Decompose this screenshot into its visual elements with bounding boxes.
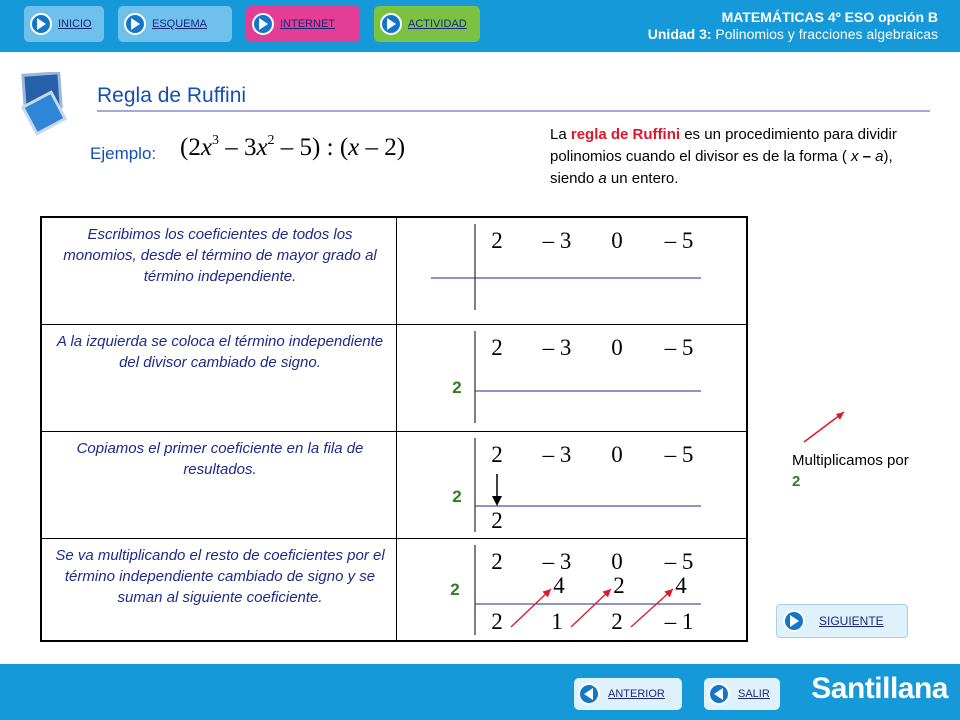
ruffini-scheme <box>397 218 746 325</box>
step-description-cell <box>42 539 397 640</box>
product-value: 2 <box>613 573 625 598</box>
top-bar <box>0 0 960 52</box>
course-title: MATEMÁTICAS 4º ESO opción B <box>721 9 938 25</box>
internet-button[interactable] <box>246 6 360 42</box>
coefficient: – 3 <box>542 335 572 360</box>
step-description-cell <box>42 325 397 431</box>
divisor-value: 2 <box>452 487 462 506</box>
result-value: 1 <box>551 609 563 634</box>
result-value: 2 <box>611 609 623 634</box>
step-row <box>42 539 746 640</box>
multiply-note: Multiplicamos por 2 <box>792 452 909 490</box>
divisor-value: 2 <box>450 580 460 599</box>
divisor-value: 2 <box>452 378 462 397</box>
coefficient: 2 <box>491 335 503 360</box>
step-description: Escribimos los coeficientes de todos los monomios, desde el término de mayor grado al término independiente. <box>63 226 377 285</box>
inicio-label: INICIO <box>58 18 92 30</box>
step-row <box>42 218 746 325</box>
step-row <box>42 325 746 432</box>
actividad-label: ACTIVIDAD <box>408 18 467 30</box>
step-scheme-cell <box>397 432 746 538</box>
coefficient: – 5 <box>664 335 694 360</box>
step-description: Se va multiplicando el resto de coeficientes por el término independiente cambiado de signo y se suman al siguiente coeficiente. <box>55 547 385 606</box>
course-info <box>648 9 938 43</box>
actividad-button[interactable] <box>374 6 480 42</box>
ruffini-scheme <box>397 432 746 539</box>
multiply-arrow-icon <box>800 406 850 446</box>
result-value: 2 <box>491 508 503 533</box>
coefficient: – 5 <box>664 442 694 467</box>
example-formula: $(2x^3 - 3x^2 - 5)$ : (x – 2) <box>180 133 406 161</box>
example-label: Ejemplo: <box>90 144 157 163</box>
step-description: A la izquierda se coloca el término independiente del divisor cambiado de signo. <box>56 333 384 371</box>
multiply-arrow-line <box>511 589 551 627</box>
brand-logo: Santillana <box>811 672 948 705</box>
coefficient: – 3 <box>542 442 572 467</box>
step-description: Copiamos el primer coeficiente en la fila de resultados. <box>76 440 364 478</box>
course-unit: Unidad 3: Polinomios y fracciones algebraicas <box>647 26 938 42</box>
esquema-button[interactable] <box>118 6 232 42</box>
coefficient: 0 <box>611 335 623 360</box>
page-title: Regla de Ruffini <box>97 84 247 107</box>
step-scheme-cell <box>397 218 746 324</box>
step-description-cell <box>42 218 397 324</box>
step-scheme-cell <box>397 539 746 640</box>
tiles-logo-icon <box>18 72 78 142</box>
product-value: 4 <box>553 573 565 598</box>
ruffini-scheme <box>397 325 746 432</box>
coefficient: 0 <box>611 442 623 467</box>
coefficient: – 3 <box>542 549 572 574</box>
coefficient: 0 <box>611 549 623 574</box>
esquema-label: ESQUEMA <box>152 18 208 30</box>
step-description-cell <box>42 432 397 538</box>
result-value: 2 <box>491 609 503 634</box>
salir-button[interactable] <box>704 678 780 710</box>
coefficient: – 5 <box>664 549 694 574</box>
play-arrow-icon <box>380 13 402 35</box>
play-arrow-icon <box>30 13 52 35</box>
coefficient: 2 <box>491 228 503 253</box>
product-value: 4 <box>675 573 687 598</box>
anterior-button[interactable] <box>574 678 682 710</box>
title-divider <box>97 110 930 112</box>
down-arrow-head <box>492 496 502 506</box>
coefficient: – 5 <box>664 228 694 253</box>
play-arrow-icon <box>124 13 146 35</box>
siguiente-button[interactable] <box>776 604 908 638</box>
step-scheme-cell <box>397 325 746 431</box>
back-arrow-icon <box>578 683 600 705</box>
coefficient: 2 <box>491 549 503 574</box>
intro-text: La regla de Ruffini es un procedimiento para dividir polinomios cuando el divisor es de la forma ( x – a), siendo a un entero. <box>550 126 897 187</box>
siguiente-label: SIGUIENTE <box>819 614 884 628</box>
step-row <box>42 432 746 539</box>
ruffini-scheme <box>397 539 746 640</box>
coefficient: 2 <box>491 442 503 467</box>
play-arrow-icon <box>252 13 274 35</box>
anterior-label: ANTERIOR <box>608 688 665 700</box>
ruffini-table <box>40 216 748 642</box>
internet-label: INTERNET <box>280 18 335 30</box>
coefficient: 0 <box>611 228 623 253</box>
coefficient: – 3 <box>542 228 572 253</box>
result-value: – 1 <box>664 609 694 634</box>
play-arrow-icon <box>783 610 805 632</box>
multiply-arrow-line <box>571 589 611 627</box>
salir-label: SALIR <box>738 688 770 700</box>
back-arrow-icon <box>708 683 730 705</box>
inicio-button[interactable] <box>24 6 104 42</box>
